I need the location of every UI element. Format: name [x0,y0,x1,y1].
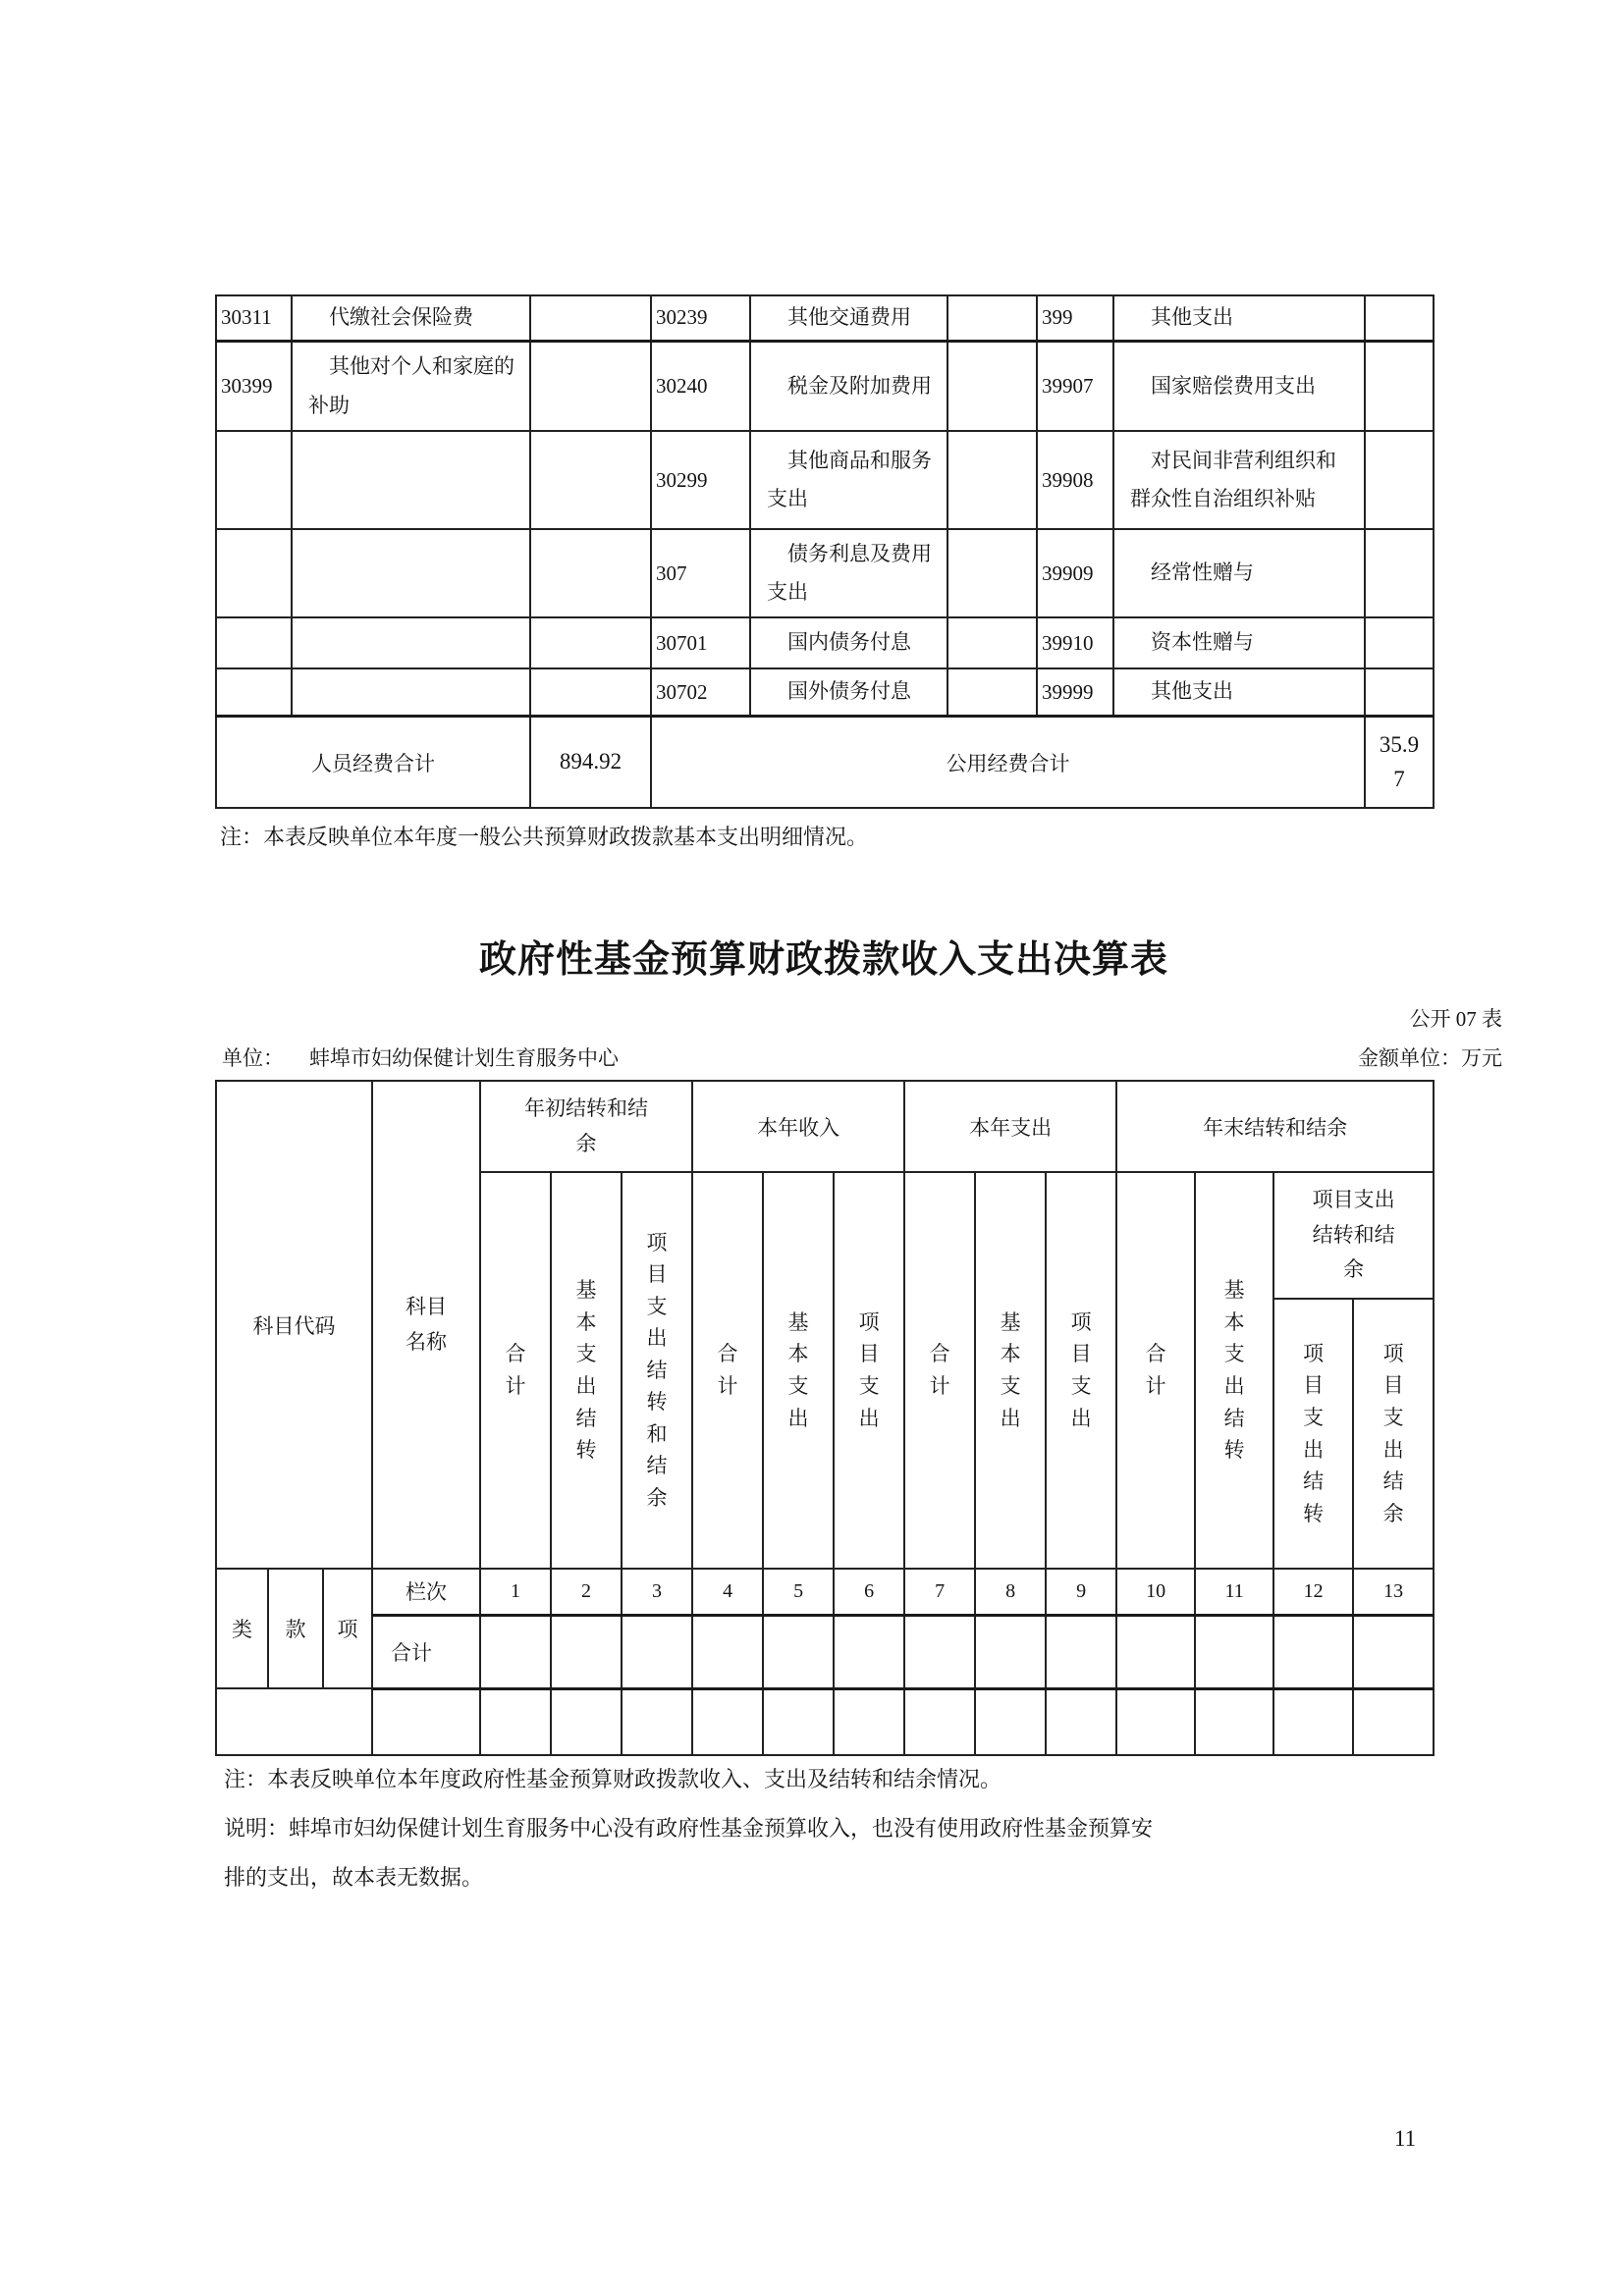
table2-title: 政府性基金预算财政拨款收入支出决算表 [478,939,1168,981]
value-cell [947,617,1037,668]
subject-name-header [372,1081,480,1569]
data-cell [763,1615,834,1688]
unit-name: 蚌埠市妇幼保健计划生育服务中心 [309,1046,619,1070]
subject-code: 30702 [651,668,750,716]
data-cell [1195,1688,1273,1755]
col-number: 13 [1353,1569,1434,1615]
table-row [216,341,1434,431]
col-number: 4 [692,1569,763,1615]
data-cell [1116,1615,1195,1688]
value-cell [947,295,1037,341]
data-cell [551,1615,622,1688]
table2-notes [224,1762,1446,1909]
subject-name [292,529,530,617]
col-project-surplus-end: 项目支出结余 [1353,1299,1434,1569]
group-year-income: 本年收入 [692,1081,904,1172]
subject-name: 其他商品和服务支出 [750,431,947,529]
subject-name: 税金及附加费用 [750,341,947,431]
subject-code: 39908 [1037,431,1113,529]
table-row [216,529,1434,617]
value-cell [947,668,1037,716]
subject-code: 30701 [651,617,750,668]
col-number: 8 [975,1569,1046,1615]
value-cell [1365,341,1434,431]
value-cell [530,295,651,341]
code-col-section: 款 [268,1569,323,1688]
personnel-total-label: 人员经费合计 [216,716,530,808]
group-end-balance: 年末结转和结余 [1116,1081,1434,1172]
subject-name: 国内债务付息 [750,617,947,668]
table-row [216,295,1434,341]
col-total-1: 合计 [480,1172,551,1569]
unit-name-wrap [222,1042,619,1072]
public-total-value [1365,716,1434,808]
col-number: 9 [1046,1569,1116,1615]
subject-code: 39909 [1037,529,1113,617]
data-cell [692,1688,763,1755]
subject-code: 399 [1037,295,1113,341]
subject-code: 39907 [1037,341,1113,431]
subject-code: 30299 [651,431,750,529]
col-number: 10 [1116,1569,1195,1615]
value-cell [530,617,651,668]
col-project-expense-2: 项目支出 [1046,1172,1116,1569]
col-number: 7 [904,1569,975,1615]
subject-code: 39910 [1037,617,1113,668]
col-number: 12 [1273,1569,1353,1615]
subject-name: 其他支出 [1113,668,1365,716]
subject-name: 代缴社会保险费 [292,295,530,341]
group-year-expense: 本年支出 [904,1081,1116,1172]
page-number: 11 [1394,2126,1417,2151]
col-project-carryover-1: 项目支出结转和结余 [622,1172,692,1569]
data-cell [834,1615,904,1688]
data-cell [975,1688,1046,1755]
subject-name [292,668,530,716]
col-number: 6 [834,1569,904,1615]
col-total-4: 合计 [1116,1172,1195,1569]
group-begin-balance-text: 年初结转和结余 [524,1095,649,1155]
subgroup-project-balance-text: 项目支出结转和结余 [1312,1187,1395,1282]
summary-row [216,716,1434,808]
col-number: 2 [551,1569,622,1615]
empty-row [216,1688,1434,1755]
subject-name [292,617,530,668]
subject-code: 39999 [1037,668,1113,716]
data-cell [904,1688,975,1755]
value-cell [947,431,1037,529]
data-cell [1273,1615,1353,1688]
header-group-row [216,1081,1434,1172]
col-total-3: 合计 [904,1172,975,1569]
subject-code [216,431,292,529]
col-number: 11 [1195,1569,1273,1615]
group-begin-balance [480,1081,692,1172]
value-cell [1365,529,1434,617]
data-cell [1195,1615,1273,1688]
code-col-item: 项 [323,1569,372,1688]
lanci-label: 栏次 [372,1569,480,1615]
subject-name: 对民间非营利组织和群众性自治组织补贴 [1113,431,1365,529]
data-cell [1273,1688,1353,1755]
subject-name [292,431,530,529]
subject-name: 其他支出 [1113,295,1365,341]
subject-name: 资本性赠与 [1113,617,1365,668]
value-cell [947,529,1037,617]
public-total-line1: 35.9 [1379,732,1420,758]
subject-name: 其他对个人和家庭的补助 [292,341,530,431]
value-cell [947,341,1037,431]
subject-name: 其他交通费用 [750,295,947,341]
col-number: 1 [480,1569,551,1615]
value-cell [530,529,651,617]
subject-name: 经常性赠与 [1113,529,1365,617]
col-project-carryover-end: 项目支出结转 [1273,1299,1353,1569]
col-total-2: 合计 [692,1172,763,1569]
data-cell [480,1688,551,1755]
table-row [216,668,1434,716]
data-cell [1046,1615,1116,1688]
table1-note: 注：本表反映单位本年度一般公共预算财政拨款基本支出明细情况。 [220,825,869,849]
subject-name: 国家赔偿费用支出 [1113,341,1365,431]
data-cell [692,1615,763,1688]
public-total-line2: 7 [1393,766,1405,791]
table2-number: 公开 07 表 [1409,1007,1502,1031]
column-index-row [216,1569,1434,1615]
data-cell [480,1615,551,1688]
table2-shuoming-line2: 排的支出，故本表无数据。 [224,1865,484,1890]
subject-code [216,529,292,617]
empty-name-cell [372,1688,480,1755]
col-project-expense-1: 项目支出 [834,1172,904,1569]
subject-code [216,668,292,716]
subject-code-header: 科目代码 [216,1081,372,1569]
data-cell [622,1615,692,1688]
col-basic-expense-2: 基本支出 [975,1172,1046,1569]
unit-label: 单位： [222,1046,284,1070]
col-basic-carryover-1: 基本支出结转 [551,1172,622,1569]
data-cell [1353,1615,1434,1688]
data-cell [1353,1688,1434,1755]
value-cell [1365,295,1434,341]
data-cell [622,1688,692,1755]
col-basic-expense-1: 基本支出 [763,1172,834,1569]
value-cell [1365,668,1434,716]
value-cell [1365,431,1434,529]
value-cell [530,668,651,716]
data-cell [975,1615,1046,1688]
col-number: 3 [622,1569,692,1615]
subject-name-text: 科目名称 [406,1294,448,1354]
data-cell [763,1688,834,1755]
data-cell [1046,1688,1116,1755]
basic-expenditure-table [215,294,1435,809]
data-cell [834,1688,904,1755]
col-number: 5 [763,1569,834,1615]
row-name-total: 合计 [372,1615,480,1688]
subject-code: 30399 [216,341,292,431]
value-cell [1365,617,1434,668]
data-cell [904,1615,975,1688]
table2-unit-line [222,1042,1502,1072]
public-total-label: 公用经费合计 [651,716,1365,808]
amount-unit: 金额单位：万元 [1358,1046,1502,1070]
subject-code: 307 [651,529,750,617]
subgroup-project-balance [1273,1172,1434,1299]
table2-shuoming-line1: 说明：蚌埠市妇幼保健计划生育服务中心没有政府性基金预算收入，也没有使用政府性基金预算安 [224,1816,1154,1841]
value-cell [530,341,651,431]
subject-code: 30311 [216,295,292,341]
empty-code-cell [216,1688,372,1755]
government-fund-table [215,1080,1435,1756]
subject-code [216,617,292,668]
code-col-class: 类 [216,1569,268,1688]
table2-note: 注：本表反映单位本年度政府性基金预算财政拨款收入、支出及结转和结余情况。 [224,1767,1002,1791]
subject-name: 债务利息及费用支出 [750,529,947,617]
subject-code: 30240 [651,341,750,431]
table-row [216,431,1434,529]
col-basic-carryover-2: 基本支出结转 [1195,1172,1273,1569]
subject-name: 国外债务付息 [750,668,947,716]
data-cell [1116,1688,1195,1755]
personnel-total-value: 894.92 [530,716,651,808]
data-cell [551,1688,622,1755]
value-cell [530,431,651,529]
subject-code: 30239 [651,295,750,341]
total-row [216,1615,1434,1688]
table-row [216,617,1434,668]
